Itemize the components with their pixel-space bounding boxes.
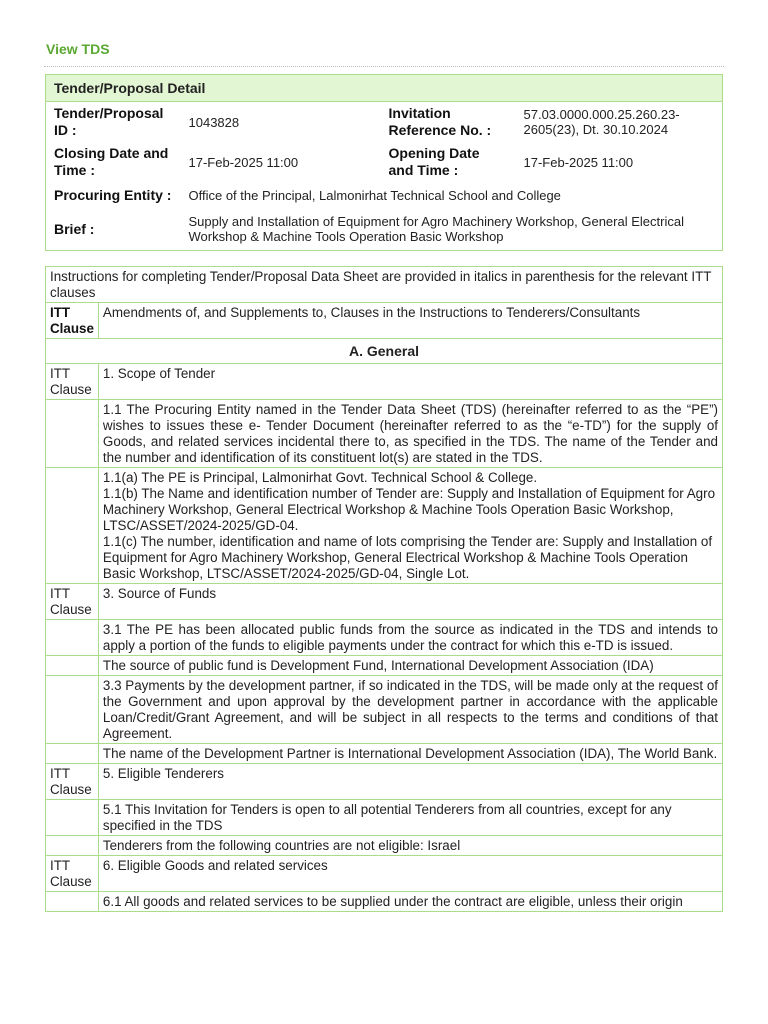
goods-6-1: 6.1 All goods and related services to be supplied under the contract are eligible, unless their origin: [98, 892, 722, 912]
section-a-general: A. General: [46, 339, 723, 364]
scope-details: [98, 468, 722, 584]
itt-clause-label: ITT Clause: [46, 856, 99, 892]
eligible-title: 5. Eligible Tenderers: [98, 764, 722, 800]
scope-title: 1. Scope of Tender: [98, 364, 722, 400]
page-title: View TDS: [46, 41, 110, 57]
itt-clause-label: ITT Clause: [46, 584, 99, 620]
goods-title: 6. Eligible Goods and related services: [98, 856, 722, 892]
tds-intro: Instructions for completing Tender/Proposal Data Sheet are provided in italics in parenthesis for the relevant ITT clauses: [46, 267, 723, 303]
itt-clause-label: ITT Clause: [46, 364, 99, 400]
eligible-countries: Tenderers from the following countries are not eligible: Israel: [98, 836, 722, 856]
procuring-entity-label: Procuring Entity :: [54, 186, 172, 203]
tds-head-amendments: Amendments of, and Supplements to, Clauses in the Instructions to Tenderers/Consultants: [98, 303, 722, 339]
opening-date-value: 17-Feb-2025 11:00: [523, 154, 634, 170]
opening-date-label: Opening Date and Time :: [388, 145, 480, 178]
procuring-entity-value: Office of the Principal, Lalmonirhat Technical School and College: [188, 187, 561, 203]
itt-clause-label: ITT Clause: [46, 764, 99, 800]
scope-1-1a: 1.1(a) The PE is Principal, Lalmonirhat Govt. Technical School & College.: [102, 470, 538, 485]
title-divider: [44, 66, 724, 67]
tds-table: [45, 266, 723, 912]
eligible-5-1: 5.1 This Invitation for Tenders is open to all potential Tenderers from all countries, except for any specified in the TDS: [98, 800, 722, 836]
brief-label: Brief :: [54, 220, 95, 237]
tds-head-clause: ITT Clause: [46, 303, 99, 339]
detail-header: Tender/Proposal Detail: [46, 75, 723, 102]
scope-1-1: 1.1 The Procuring Entity named in the Tender Data Sheet (TDS) (hereinafter referred to as the “PE”) wishes to issues these e- Tender Document (hereinafter referred to as the “e-TD”) for the supply of Goods, and related services incidental there to, as specified in the TDS. The name of the Tender and the number and identification of its constituent lot(s) are stated in the TDS.: [98, 400, 722, 468]
tender-id-label: Tender/Proposal ID :: [54, 105, 164, 138]
funds-3-3: 3.3 Payments by the development partner, if so indicated in the TDS, will be made only at the request of the Government and upon approval by the development partner in accordance with the applicable Loan/Credit/Grant Agreement, and will be subject in all respects to the terms and conditions of that Agreement.: [98, 676, 722, 744]
invitation-ref-label: Invitation Reference No. :: [388, 105, 492, 138]
scope-1-1c: 1.1(c) The number, identification and name of lots comprising the Tender are: Supply and Installation of Equipment for Agro Machinery Workshop, General Electrical Workshop & Machine Tools Operation Basic Workshop, LTSC/ASSET/2024-2025/GD-04, Single Lot.: [102, 534, 713, 581]
closing-date-value: 17-Feb-2025 11:00: [188, 154, 299, 170]
closing-date-label: Closing Date and Time :: [54, 145, 169, 178]
scope-1-1b: 1.1(b) The Name and identification number of Tender are: Supply and Installation of Equipment for Agro Machinery Workshop, General Electrical Workshop & Machine Tools Operation Basic Workshop, LTSC/ASSET/2024-2025/GD-04.: [102, 486, 716, 533]
funds-3-1: 3.1 The PE has been allocated public funds from the source as indicated in the TDS and intends to apply a portion of the funds to eligible payments under the contract for which this e-TD is issued.: [98, 620, 722, 656]
funds-source: The source of public fund is Development Fund, International Development Association (IDA): [98, 656, 722, 676]
tender-detail-table: [45, 74, 723, 251]
funds-partner: The name of the Development Partner is International Development Association (IDA), The World Bank.: [98, 744, 722, 764]
funds-title: 3. Source of Funds: [98, 584, 722, 620]
brief-value: Supply and Installation of Equipment for Agro Machinery Workshop, General Electrical Workshop & Machine Tools Operation Basic Workshop: [188, 214, 684, 244]
invitation-ref-value: 57.03.0000.000.25.260.23-2605(23), Dt. 30.10.2024: [523, 107, 680, 137]
tender-id-value: 1043828: [188, 114, 240, 130]
